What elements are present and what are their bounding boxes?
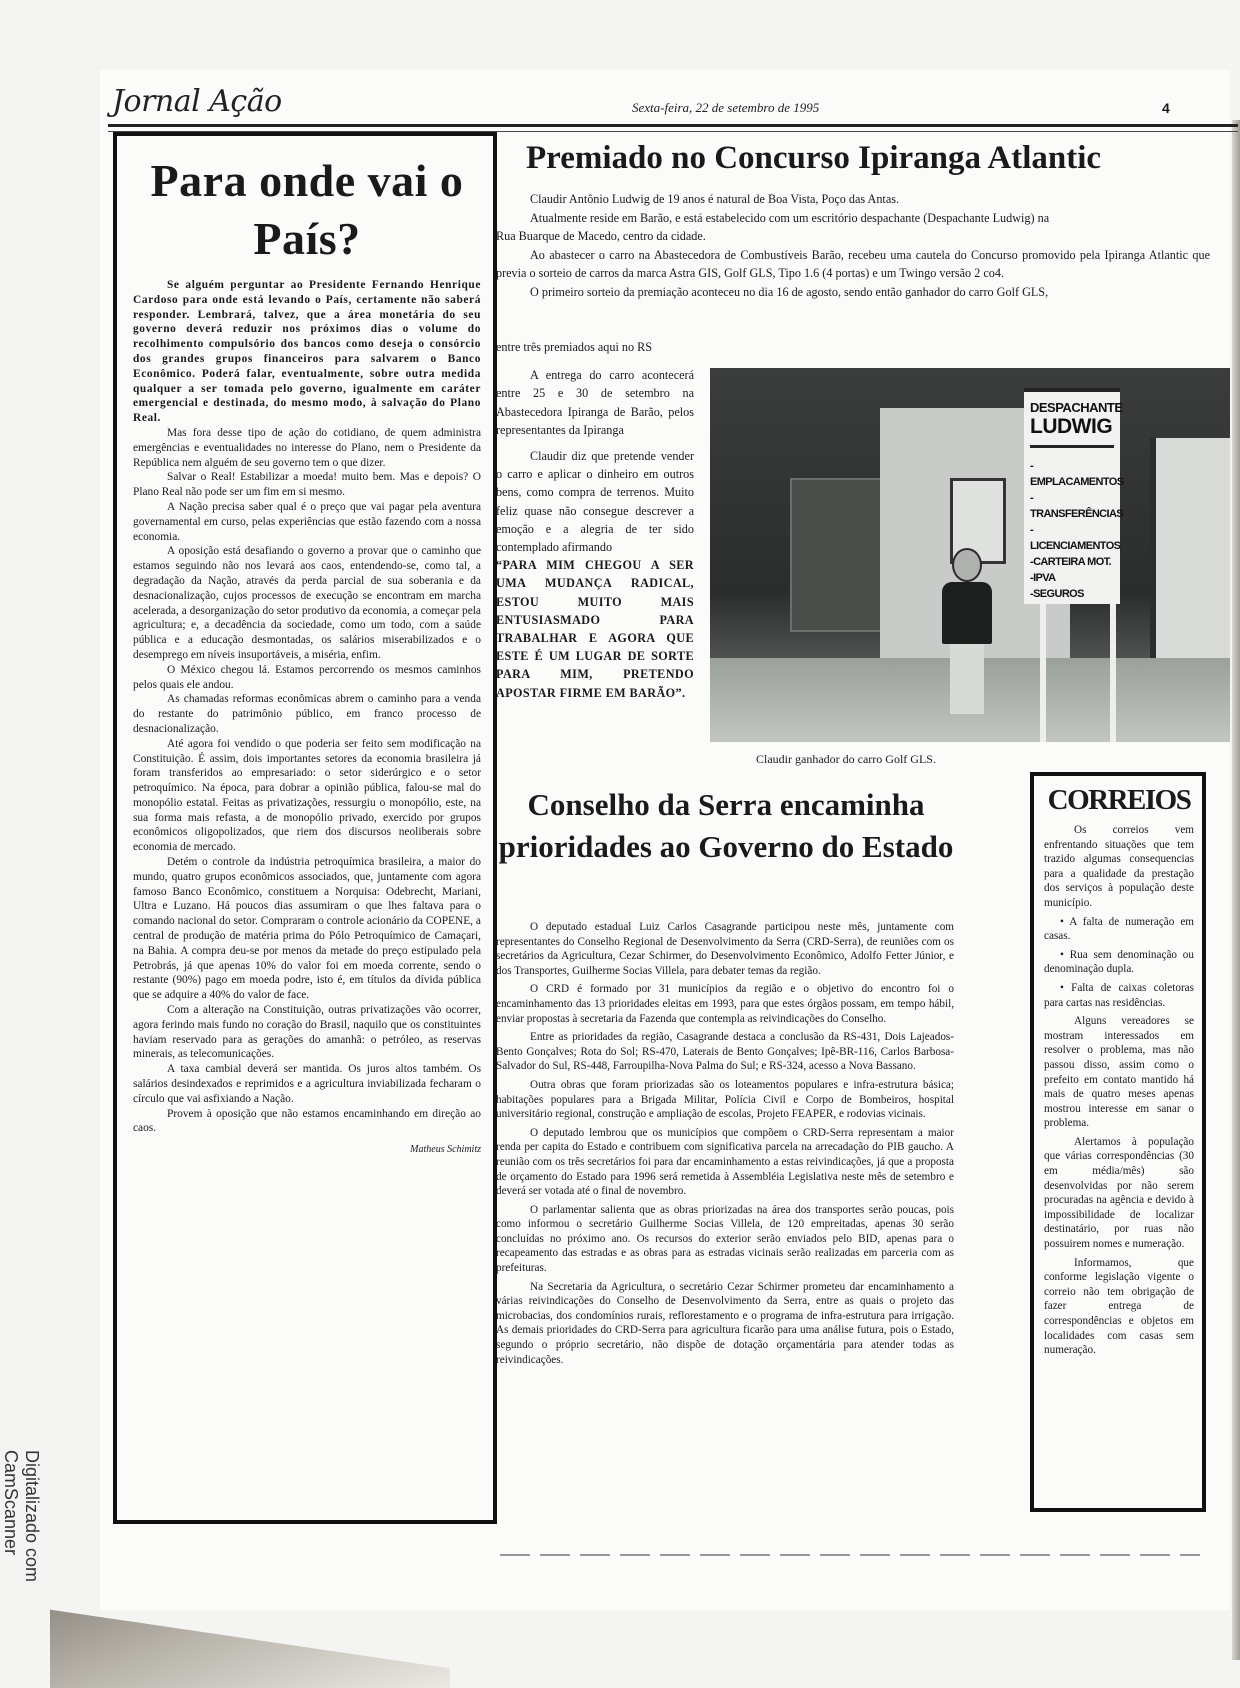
sign-line: LUDWIG [1030, 415, 1114, 448]
council-paragraph: O deputado lembrou que os municípios que compõem o CRD-Serra representam a maior renda per capita do Estado e contribuem com significativa parcela na arrecadação do PIB gaucho. A reunião com os três secretários foi para dar encaminhamento a estas reivindicações, já que a proposta de orçamento do Estado para 1996 será remetida à Assembléia Legislativa neste mês de setembro e deverá ser votada até o final de novembro. [496, 1126, 954, 1198]
correios-paragraph: Informamos, que conforme legislação vigente o correio não tem obrigação de fazer entrega de correspondências e objetos em localidades com casas sem numeração. [1044, 1256, 1194, 1357]
correios-body [1044, 823, 1194, 1358]
council-paragraph: Na Secretaria da Agricultura, o secretário Cezar Schirmer prometeu dar encaminhamento a várias reivindicações do Conselho de Desenvolvimento da Serra, entre as quais o projeto das microbacias, dos condomínios rurais, reflorestamento e o programa de infra-estrutura para irrigação. As demais prioridades do CRD-Serra para agricultura ficarão para uma análise futura, pois o Estado, segundo o próprio secretário, não dispõe de dotação orçamentária para atender todas as reivindicações. [496, 1280, 954, 1366]
photo-person [942, 548, 992, 708]
opinion-paragraph: A oposição está desafiando o governo a provar que o caminho que estamos seguindo não nos levará aos caos, entendendo-se, como tal, a degradação da Nação, através da perda parcial de sua soberania e da desnacionalização, cujos processos de execução se encontram em marcha acelerada, a desorganização do setor produtivo da economia, a começar pela agricultura; e, a decadência da sociedade, como um todo, com a saúde pública e a educação desmontadas, os salários miserabilizados e o desemprego em níveis insuportáveis, a miséria, enfim. [133, 545, 481, 661]
prize-paragraph: O primeiro sorteio da premiação aconteceu no dia 16 de agosto, sendo então ganhador do carro Golf GLS, [530, 284, 1049, 299]
sign-item: -IPVA [1030, 572, 1056, 584]
sign-post [1040, 604, 1046, 742]
prize-paragraph: A entrega do carro acontecerá entre 25 e 30 de setembro na Abastecedora Ipiranga de Barão, pelos representantes da Ipiranga [496, 368, 694, 437]
issue-date: Sexta-feira, 22 de setembro de 1995 [632, 100, 820, 115]
correios-bullet: • Falta de caixas coletoras para cartas nas residências. [1044, 981, 1194, 1009]
correios-paragraph: Os correios vem enfrentando situações que tem trazido algumas consequencias para a qualidade da prestação dos serviços à população deste município. [1044, 824, 1194, 909]
opinion-headline: Para onde vai o País? [150, 155, 464, 264]
council-paragraph: Outra obras que foram priorizadas são os loteamentos populares e infra-estrutura básica; habitações populares para a Brigada Militar, Polícia Civil e Corpo de Bombeiros, hospital universitário regional, construção e ampliação de escolas, Projeto FEAPER, e rodovias vicinais. [496, 1078, 954, 1121]
sign-item: -TRANSFERÊNCIAS [1030, 492, 1124, 520]
council-headline: Conselho da Serra encaminha prioridades ao Governo do Estado [498, 787, 954, 864]
council-paragraph: O deputado estadual Luiz Carlos Casagrande participou neste mês, juntamente com representantes do Conselho Regional de Desenvolvimento da Serra (CRD-Serra), de reuniões com os secretários da Agricultura, Cezar Schirmer, do Desenvolvimento Econômico, Adolfo Fetter Júnior, e dos Transportes, Guilherme Socias Villela, para debater temas da região. [496, 921, 954, 977]
prize-quote: “PARA MIM CHEGOU A SER UMA MUDANÇA RADICAL, ESTOU MUITO MAIS ENTUSIASMADO PARA TRABALHAR E AGORA QUE ESTE É UM LUGAR DE SORTE PARA MIM, PRETENDO APOSTAR FIRME EM BARÃO”. [496, 558, 694, 700]
winner-photo [710, 368, 1230, 742]
prize-intro [496, 190, 1210, 301]
opinion-paragraph: Se alguém perguntar ao Presidente Fernando Henrique Cardoso para onde está levando o País, certamente não saberá responder. Lembrará, talvez, que a área monetária do seu governo deverá reduzir nos próximos dias o volume do recolhimento compulsório dos bancos como deseja o consórcio dos grandes grupos financeiros para salvarem o Banco Econômico. Poderá falar, eventualmente, sobre outra medida qualquer a ser tomada pelo governo, igualmente em caráter emergencial e destinada, do mesmo modo, à salvação do Plano Real. [133, 279, 481, 425]
opinion-article-box [113, 132, 497, 1524]
person-head [952, 548, 982, 582]
prize-headline: Premiado no Concurso Ipiranga Atlantic [526, 140, 1102, 176]
council-body [496, 920, 954, 1371]
correios-bullet: • Rua sem denominação ou denominação dupla. [1044, 948, 1194, 976]
opinion-paragraph: Mas fora desse tipo de ação do cotidiano, de quem administra emergências e eventualidades no interesse do Plano, nem o Presidente da República nem alguém de seu governo tem o que dizer. [133, 426, 481, 469]
council-paragraph: O parlamentar salienta que as obras priorizadas na área dos transportes serão poucas, pois como informou o secretário Guilherme Socias Villela, de 120 empreitadas, apenas 30 serão concluídas no próximo ano. Os recursos do exterior serão enviados pelo BID, apenas para o recapeamento das estradas e as obras para as estradas vicinais serão realizadas em parceria com as prefeituras. [496, 1203, 954, 1275]
photo-side-building [1150, 438, 1230, 668]
opinion-paragraph: A Nação precisa saber qual é o preço que vai pagar pela aventura governamental em curso, pelas experiências que estão fazendo com a nossa economia. [133, 500, 481, 543]
sign-item: -LICENCIAMENTOS [1030, 524, 1121, 552]
opinion-author: Matheus Schimitz [410, 1144, 481, 1156]
sign-item: -CARTEIRA MOT. [1030, 556, 1112, 568]
opinion-paragraph: Detém o controle da indústria petroquímica brasileira, a maior do mundo, quatro grupos econômicos associados, que, juntamente com agora famoso Banco Econômico, constituem a Norquisa: Odebrecht, Mariani, Ultra e Luzano. Há poucos dias assumiram o que lhes faltava para o comando nacional do setor. Compraram o controle acionário da COPENE, a central de produção de matéria prima do Pólo Petroquímico de Camaçari, na Bahia. A compra deu-se por menos da metade do preço estipulado pela Petrobrás, já que apenas 10% do valor foi em moeda corrente, sendo o restante (90%) pago em moeda podre, isto é, em títulos da dívida pública que se adquire a 40% do valor de face. [133, 856, 481, 1002]
person-torso [942, 582, 992, 644]
newspaper-masthead: Jornal Ação [112, 84, 282, 119]
correios-bullet: • A falta de numeração em casas. [1044, 915, 1194, 943]
opinion-paragraph: Até agora foi vendido o que poderia ser feito sem modificação na Constituição. É assim, dois importantes setores da economia brasileira já foram transferidos ao empresariado: o setor siderúrgico e o setor petroquímico. Na época, para dobrar a opinião pública, falou-se mal do monopólio estatal. Feitas as privatizações, ressurgiu o monopólio, este, na sua forma mais refasta, a de monopólio privado, exercido por grupos econômicos oligopolizados, que riem dos discursos neoliberais sobre economia de mercado. [133, 737, 481, 854]
correios-paragraph: Alguns vereadores se mostram interessados em resolver o problema, mas não passou disso, assim como o prefeito em contato mantido há mais de quatro meses apenas mostrou interesse em sanar o problema. [1044, 1015, 1194, 1130]
scanner-watermark: Digitalizado com CamScanner [1, 1450, 42, 1583]
page-edge-shadow [1232, 120, 1240, 1660]
sign-line: DESPACHANTE [1030, 400, 1123, 415]
opinion-paragraph: Com a alteração na Constituição, outras privatizações vão ocorrer, agora ferindo mais fundo no coração do Brasil, naquilo que os constituintes haviam reservado para as gerações do amanhã: o petróleo, as reservas minerais, as telecomunicações. [133, 1004, 481, 1061]
prize-paragraph: Ao abastecer o carro na Abastecedora de Combustíveis Barão, recebeu uma cautela do Concurso promovido pela Ipiranga Atlantic que previa o sorteio de carros da marca Astra GIS, Golf GLS, Tipo 1.6 (4 portas) e um Twingo versão 2 co4. [496, 247, 1210, 280]
opinion-body [133, 278, 481, 1136]
prize-column [496, 338, 694, 710]
sign-post [1110, 604, 1116, 742]
sign-item: -SEGUROS [1030, 588, 1084, 600]
prize-paragraph: Claudir diz que pretende vender o carro e aplicar o dinheiro em outros bens, como compra de terrenos. Muito feliz quase não consegue descrever a emoção e a alegria de ter sido contemplado afirmando [496, 449, 694, 555]
prize-paragraph: entre três premiados aqui no RS [496, 340, 653, 354]
opinion-paragraph: Salvar o Real! Estabilizar a moeda! muito bem. Mas e depois? O Plano Real não pode ser um fim em si mesmo. [133, 471, 481, 499]
opinion-paragraph: O México chegou lá. Estamos percorrendo os mesmos caminhos pelos quais ele andou. [133, 663, 481, 691]
opinion-paragraph: Provem à oposição que não estamos encaminhando em direção ao caos. [133, 1107, 481, 1135]
correios-paragraph: Alertamos à população que várias correspondências (30 em média/mês) são desenvolvidas por não serem procuradas na agência e devido à impossibilidade de localizar destinatário, por ruas não possuirem nomes e numeração. [1044, 1135, 1194, 1251]
masthead-rule [108, 124, 1238, 132]
council-paragraph: O CRD é formado por 31 municípios da região e o objetivo do encontro foi o encaminhamento das 13 prioridades eleitas em 1993, para que estes órgãos possam, em tempo hábil, enviar propostas à secretaria da Fazenda que contempla as reivindicações do Conselho. [496, 983, 954, 1025]
person-legs [950, 644, 984, 714]
correios-notice-box [1030, 772, 1206, 1512]
prize-paragraph: Rua Buarque de Macedo, centro da cidade. [496, 229, 706, 243]
despachante-sign [1024, 388, 1124, 604]
prize-paragraph: Atualmente reside em Barão, e está estabelecido com um escritório despachante (Despachante Ludwig) na [530, 210, 1050, 225]
opinion-paragraph: As chamadas reformas econômicas abrem o caminho para a venda do restante do patrimônio público, em franco processo de desnacionalização. [133, 693, 481, 735]
opinion-paragraph: A taxa cambial deverá ser mantida. Os juros altos também. Os salários desindexados e reprimidos e a agricultura inviabilizada fecharam o círculo que vai asfixiando a Nação. [133, 1063, 481, 1105]
sign-item: -EMPLACAMENTOS [1030, 460, 1124, 488]
page-number: 4 [1162, 100, 1170, 116]
bottom-divider [500, 1554, 1200, 1556]
photo-caption: Claudir ganhador do carro Golf GLS. [756, 752, 936, 766]
prize-paragraph: Claudir Antônio Ludwig de 19 anos é natural de Boa Vista, Poço das Antas. [530, 192, 900, 206]
correios-headline: CORREIOS [1047, 784, 1191, 816]
council-paragraph: Entre as prioridades da região, Casagrande destaca a conclusão da RS-431, Dois Lajeados-Bento Gonçalves; Rota do Sol; RS-470, Laterais de Bento Gonçalves; Ipê-BR-116, Carlos Barbosa-Salvador do Sul, RS-448, Farroupilha-Nova Palma do Sul; e RS-324, acesso a Nova Bassano. [496, 1031, 954, 1073]
